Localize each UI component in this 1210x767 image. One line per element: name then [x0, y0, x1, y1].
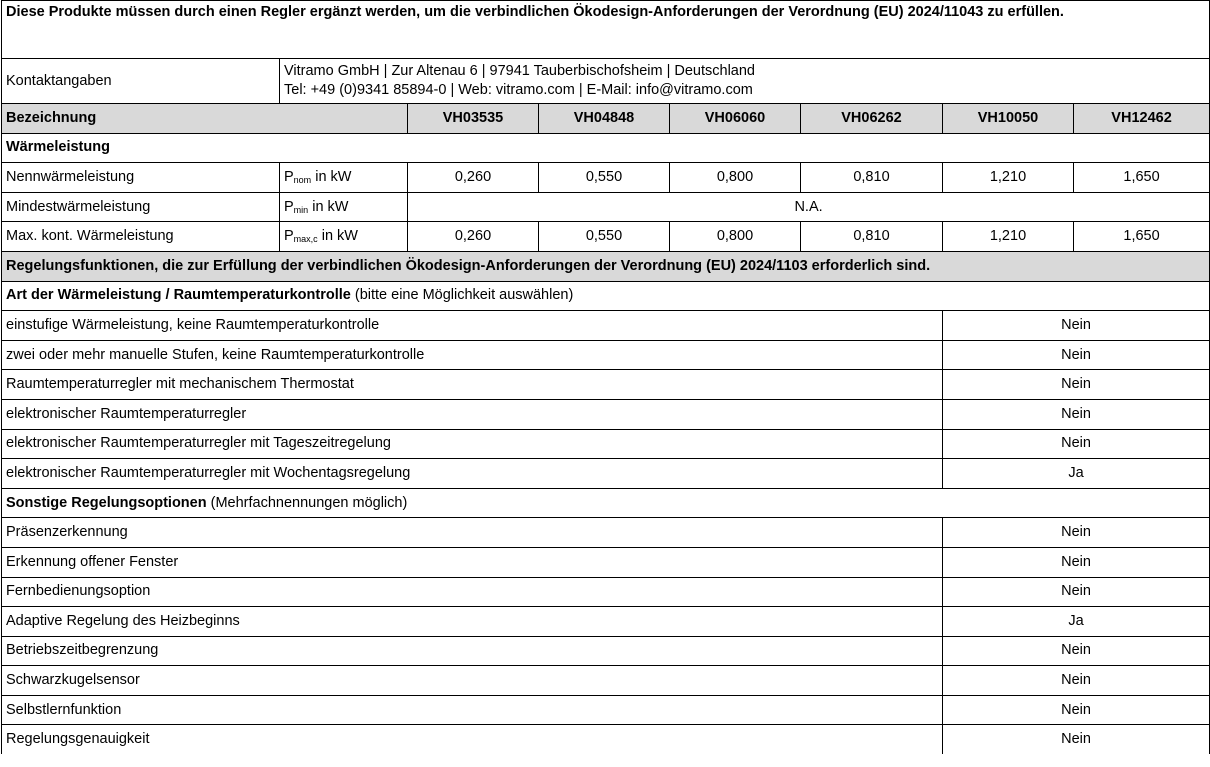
type-option-label: elektronischer Raumtemperaturregler mit Tageszeitregelung: [2, 429, 943, 459]
heat-value: 1,650: [1074, 163, 1210, 193]
heat-row: [2, 222, 1210, 252]
symbol-unit: in kW: [311, 168, 352, 185]
other-option-row: [2, 666, 1210, 696]
type-section-heading: [2, 281, 1210, 311]
type-option-value: Nein: [943, 340, 1210, 370]
other-option-value: Nein: [943, 518, 1210, 548]
symbol-letter: P: [284, 198, 294, 215]
other-option-value: Nein: [943, 547, 1210, 577]
symbol-unit: in kW: [317, 228, 358, 245]
heat-row-symbol: [280, 163, 408, 193]
model-header-vh04848: VH04848: [539, 104, 670, 134]
contact-details: [280, 59, 1210, 104]
other-option-row: [2, 518, 1210, 548]
type-section-title: Art der Wärmeleistung / Raumtemperaturkontrolle: [6, 287, 351, 304]
other-option-row: [2, 725, 1210, 754]
heat-value: 0,550: [539, 222, 670, 252]
other-option-label: Fernbedienungsoption: [2, 577, 943, 607]
type-option-label: elektronischer Raumtemperaturregler mit Wochentagsregelung: [2, 459, 943, 489]
type-option-value: Nein: [943, 429, 1210, 459]
other-option-row: [2, 577, 1210, 607]
other-option-value: Nein: [943, 666, 1210, 696]
heat-value: 1,210: [943, 222, 1074, 252]
type-option-row: [2, 459, 1210, 489]
type-option-label: zwei oder mehr manuelle Stufen, keine Raumtemperaturkontrolle: [2, 340, 943, 370]
heat-value-merged: N.A.: [408, 192, 1210, 222]
model-header-vh12462: VH12462: [1074, 104, 1210, 134]
type-option-row: [2, 311, 1210, 341]
type-option-row: [2, 340, 1210, 370]
other-option-label: Adaptive Regelung des Heizbeginns: [2, 607, 943, 637]
type-option-value: Nein: [943, 311, 1210, 341]
type-option-row: [2, 399, 1210, 429]
type-option-row: [2, 370, 1210, 400]
other-option-label: Selbstlernfunktion: [2, 695, 943, 725]
symbol-subscript: nom: [293, 174, 312, 185]
heat-value: 0,810: [801, 222, 943, 252]
symbol-letter: P: [284, 168, 294, 185]
control-section-heading: Regelungsfunktionen, die zur Erfüllung der verbindlichen Ökodesign-Anforderungen der Verordnung (EU) 2024/1103 erforderlich sind.: [2, 251, 1210, 281]
symbol-subscript: min: [293, 204, 309, 215]
other-option-row: [2, 636, 1210, 666]
model-header-vh06262: VH06262: [801, 104, 943, 134]
heat-value: 1,210: [943, 163, 1074, 193]
contact-line-address: Vitramo GmbH | Zur Altenau 6 | 97941 Tauberbischofsheim | Deutschland: [284, 63, 755, 79]
other-section-note: (Mehrfachnennungen möglich): [206, 494, 408, 511]
type-section-note: (bitte eine Möglichkeit auswählen): [350, 287, 574, 304]
heat-value: 0,800: [670, 163, 801, 193]
other-option-value: Nein: [943, 725, 1210, 754]
type-option-value: Nein: [943, 399, 1210, 429]
heat-row-label: Mindestwärmeleistung: [2, 192, 280, 222]
other-option-row: [2, 547, 1210, 577]
heat-value: 0,800: [670, 222, 801, 252]
type-option-label: einstufige Wärmeleistung, keine Raumtemperaturkontrolle: [2, 311, 943, 341]
contact-label: Kontaktangaben: [2, 59, 280, 104]
other-option-row: [2, 607, 1210, 637]
other-section-title: Sonstige Regelungsoptionen: [6, 494, 207, 511]
heat-value: 1,650: [1074, 222, 1210, 252]
type-option-label: elektronischer Raumtemperaturregler: [2, 399, 943, 429]
heat-value: 0,810: [801, 163, 943, 193]
other-option-label: Erkennung offener Fenster: [2, 547, 943, 577]
symbol-unit: in kW: [308, 198, 349, 215]
model-header-vh06060: VH06060: [670, 104, 801, 134]
other-option-value: Ja: [943, 607, 1210, 637]
heat-value: 0,260: [408, 163, 539, 193]
other-option-value: Nein: [943, 636, 1210, 666]
other-option-value: Nein: [943, 695, 1210, 725]
model-header-vh03535: VH03535: [408, 104, 539, 134]
heat-row-symbol: [280, 192, 408, 222]
contact-line-communication: Tel: +49 (0)9341 85894-0 | Web: vitramo.com | E-Mail: info@vitramo.com: [284, 82, 753, 98]
intro-text: Diese Produkte müssen durch einen Regler ergänzt werden, um die verbindlichen Ökodesign-Anforderungen der Verordnung (EU) 2024/11043 zu erfüllen.: [2, 1, 1210, 59]
heat-value: 0,550: [539, 163, 670, 193]
other-section-heading: [2, 488, 1210, 518]
ecodesign-table: [1, 0, 1210, 754]
heat-row-label: Nennwärmeleistung: [2, 163, 280, 193]
heat-row: [2, 163, 1210, 193]
type-option-label: Raumtemperaturregler mit mechanischem Thermostat: [2, 370, 943, 400]
heat-row-label: Max. kont. Wärmeleistung: [2, 222, 280, 252]
symbol-letter: P: [284, 228, 294, 245]
symbol-subscript: max,c: [293, 234, 318, 245]
other-option-value: Nein: [943, 577, 1210, 607]
heat-value: 0,260: [408, 222, 539, 252]
type-option-row: [2, 429, 1210, 459]
other-option-label: Betriebszeitbegrenzung: [2, 636, 943, 666]
model-header-vh10050: VH10050: [943, 104, 1074, 134]
header-label: Bezeichnung: [2, 104, 408, 134]
heat-row: [2, 192, 1210, 222]
heat-section-heading: Wärmeleistung: [2, 133, 1210, 163]
type-option-value: Nein: [943, 370, 1210, 400]
type-option-value: Ja: [943, 459, 1210, 489]
other-option-label: Präsenzerkennung: [2, 518, 943, 548]
other-option-row: [2, 695, 1210, 725]
heat-row-symbol: [280, 222, 408, 252]
other-option-label: Regelungsgenauigkeit: [2, 725, 943, 754]
other-option-label: Schwarzkugelsensor: [2, 666, 943, 696]
